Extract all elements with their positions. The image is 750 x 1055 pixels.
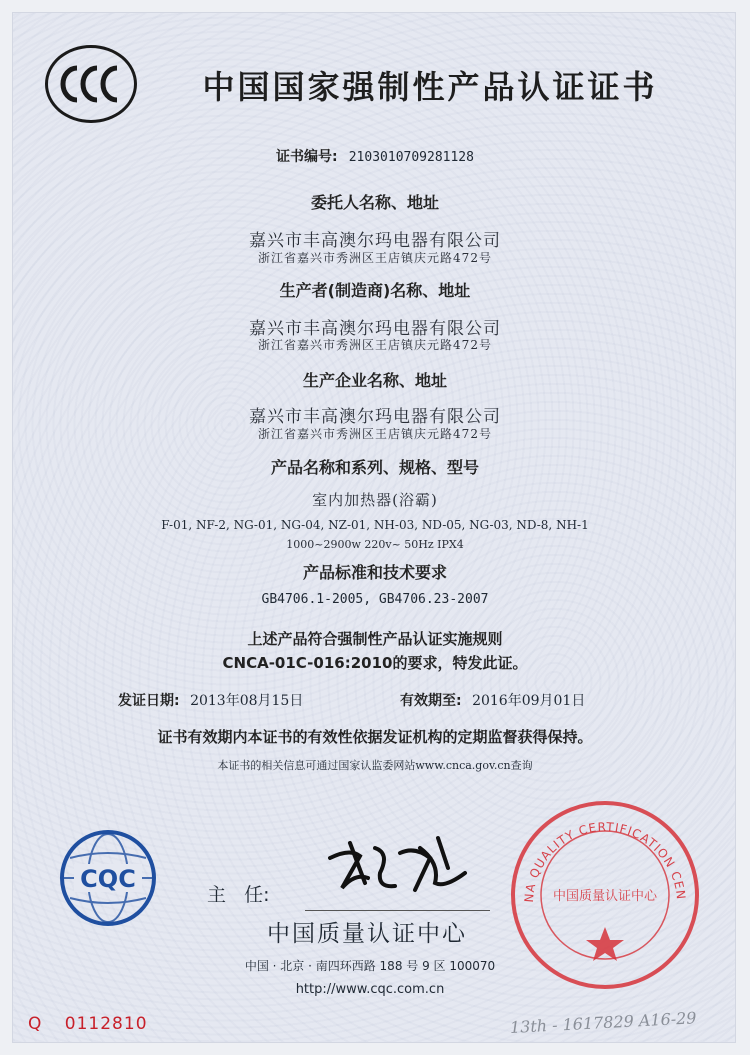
client-name: 嘉兴市丰高澳尔玛电器有限公司 <box>249 231 501 251</box>
valid-date: 2016年09月01日 <box>472 693 586 709</box>
factory-name: 嘉兴市丰高澳尔玛电器有限公司 <box>249 407 501 427</box>
certificate-number-row <box>0 146 750 166</box>
manufacturer-name: 嘉兴市丰高澳尔玛电器有限公司 <box>249 319 501 339</box>
product-spec: 1000~2900w 220v~ 50Hz IPX4 <box>286 538 464 551</box>
website-note: 本证书的相关信息可通过国家认监委网站www.cnca.gov.cn查询 <box>217 759 533 772</box>
client-address: 浙江省嘉兴市秀洲区王店镇庆元路472号 <box>258 251 492 265</box>
certificate-title: 中国国家强制性产品认证证书 <box>202 68 658 106</box>
statement-line-2: CNCA-01C-016:2010的要求，特发此证。 <box>222 654 528 672</box>
statement-line-1: 上述产品符合强制性产品认证实施规则 <box>247 630 503 648</box>
product-heading: 产品名称和系列、规格、型号 <box>270 458 479 477</box>
issue-date: 2013年08月15日 <box>190 693 304 709</box>
certificate-number: 2103010709281128 <box>348 150 474 165</box>
handwritten-note: 13th - 1617829 A16-29 <box>509 1008 697 1037</box>
valid-date-row <box>400 690 585 710</box>
issuer-url: http://www.cqc.com.cn <box>295 982 445 997</box>
serial-number-row <box>28 1014 148 1034</box>
director-signature <box>320 828 480 908</box>
cqc-logo-icon <box>58 828 158 928</box>
director-label: 主 任: <box>207 884 270 906</box>
manufacturer-heading: 生产者(制造商)名称、地址 <box>279 281 471 300</box>
seal-inner-text: 中国质量认证中心 <box>552 889 658 904</box>
seal-outer-text: NA QUALITY CERTIFICATION CEN <box>521 819 689 903</box>
signature-line <box>305 910 490 911</box>
product-models: F-01, NF-2, NG-01, NG-04, NZ-01, NH-03, ND-05, NG-03, ND-8, NH-1 <box>161 518 589 532</box>
issue-date-label: 发证日期: <box>118 693 180 709</box>
client-heading: 委托人名称、地址 <box>310 193 439 212</box>
serial-number: 0112810 <box>64 1014 148 1034</box>
standards-heading: 产品标准和技术要求 <box>302 563 447 582</box>
svg-text:CHINA QUALITY CERTIFICATION CE <box>505 795 688 903</box>
official-seal <box>505 795 705 995</box>
standards-value: GB4706.1-2005, GB4706.23-2007 <box>261 592 489 607</box>
seal-star-icon <box>586 927 624 961</box>
factory-heading: 生产企业名称、地址 <box>302 371 447 390</box>
product-name: 室内加热器(浴霸) <box>312 491 438 509</box>
issuer-address: 中国 · 北京 · 南四环西路 188 号 9 区 100070 <box>244 959 496 973</box>
factory-address: 浙江省嘉兴市秀洲区王店镇庆元路472号 <box>258 427 492 441</box>
issuer-name: 中国质量认证中心 <box>267 921 467 947</box>
issue-date-row <box>118 690 303 710</box>
manufacturer-address: 浙江省嘉兴市秀洲区王店镇庆元路472号 <box>258 338 492 352</box>
serial-prefix: Q <box>28 1014 43 1034</box>
ccc-logo-icon <box>45 45 137 123</box>
cqc-logo-text: CQC <box>80 865 136 893</box>
certificate-number-label: 证书编号: <box>276 149 338 165</box>
valid-date-label: 有效期至: <box>400 693 462 709</box>
validity-note: 证书有效期内本证书的有效性依据发证机构的定期监督获得保持。 <box>157 728 593 746</box>
